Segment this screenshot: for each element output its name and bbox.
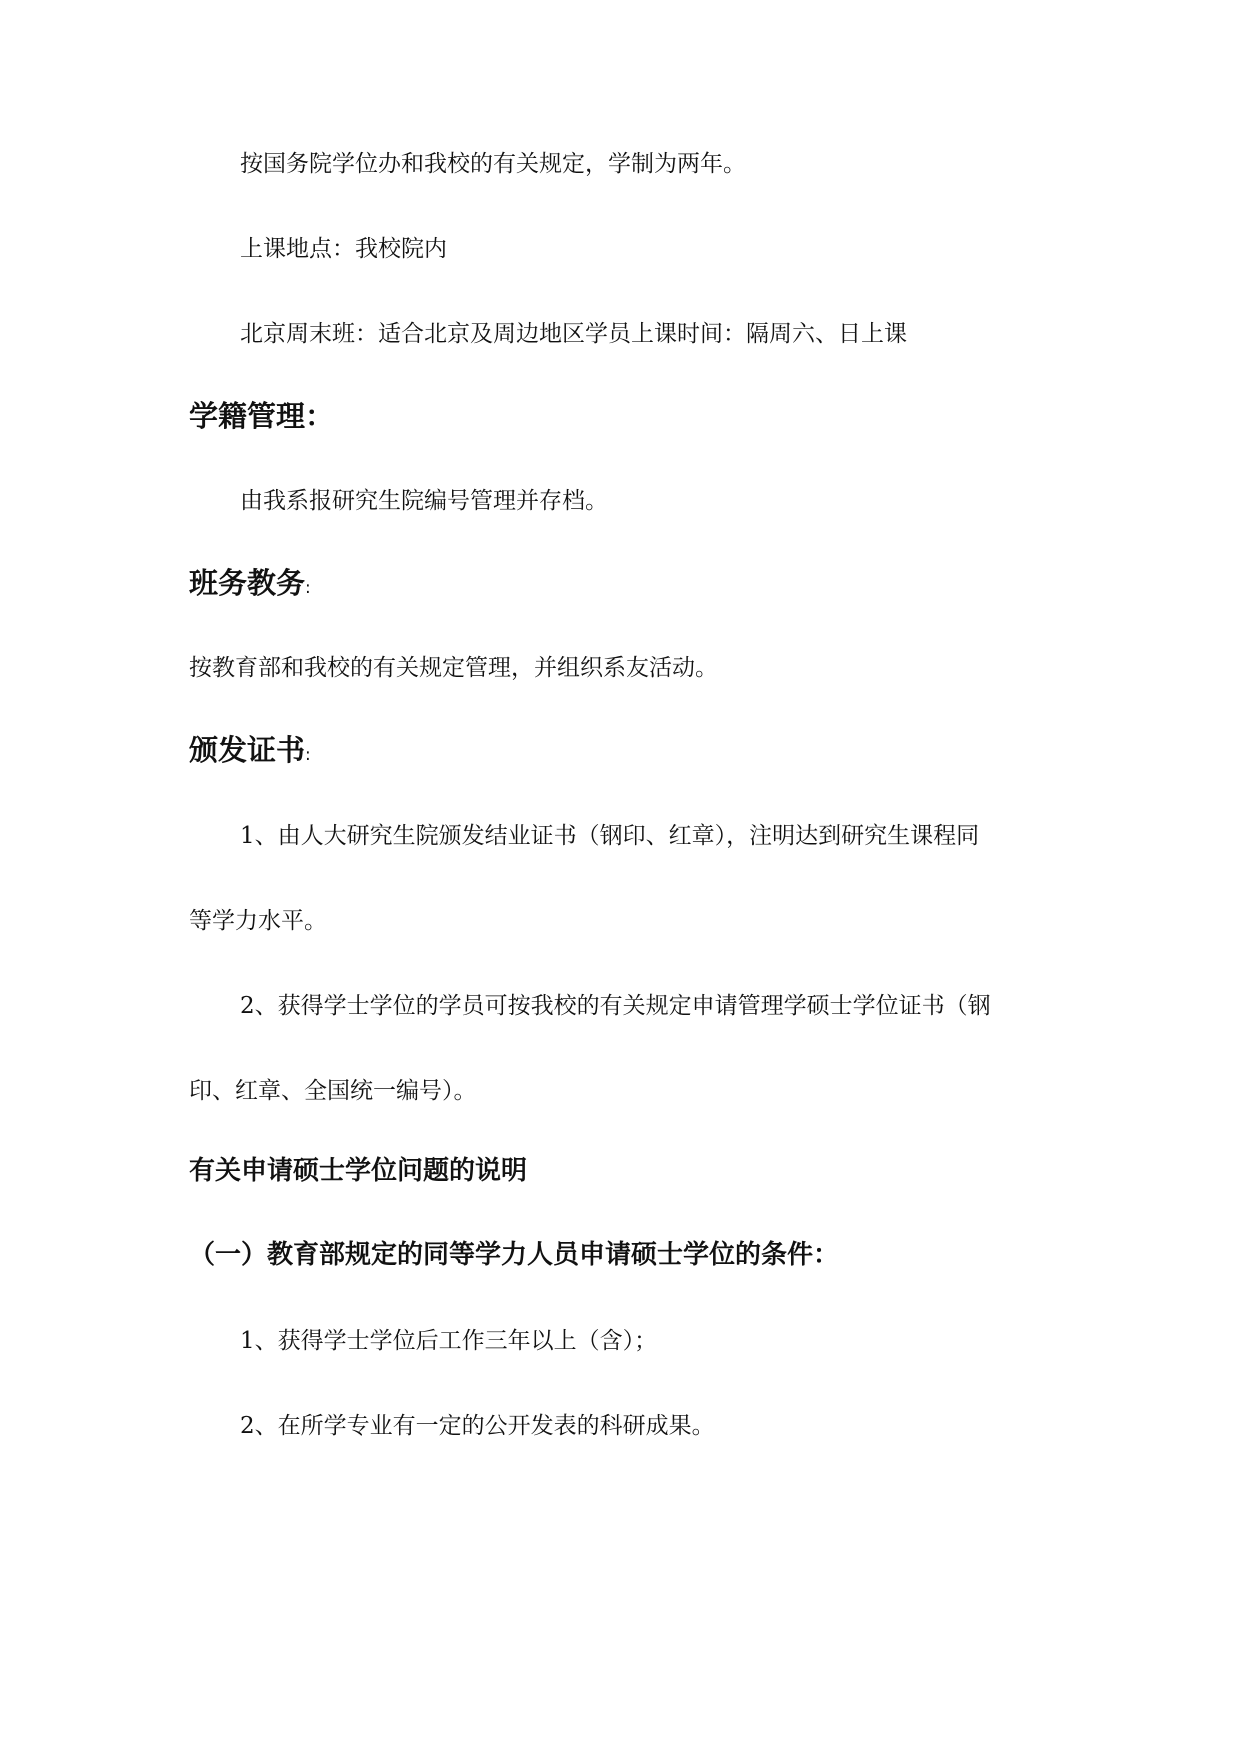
heading-degree-conditions: （一）教育部规定的同等学力人员申请硕士学位的条件： [189, 1240, 840, 1270]
heading-certificates-colon: : [305, 745, 311, 765]
heading-degree-explanation: 有关申请硕士学位问题的说明 [189, 1156, 528, 1186]
paragraph-class-location: 上课地点：我校院内 [240, 236, 447, 262]
heading-certificates-text: 颁发证书 [189, 733, 306, 767]
paragraph-schooling-length: 按国务院学位办和我校的有关规定，学制为两年。 [240, 151, 746, 177]
paragraph-condition-1: 1、获得学士学位后工作三年以上（含）； [240, 1328, 658, 1354]
paragraph-condition-2: 2、在所学专业有一定的公开发表的科研成果。 [240, 1413, 715, 1439]
heading-registration [189, 398, 334, 434]
heading-certificates [189, 732, 311, 773]
heading-registration-colon: ： [305, 399, 335, 433]
heading-class-affairs-colon: : [305, 578, 311, 598]
heading-class-affairs [189, 565, 311, 606]
paragraph-certificate-1-line-1: 1、由人大研究生院颁发结业证书（钢印、红章），注明达到研究生课程同 [240, 823, 980, 849]
paragraph-registration: 由我系报研究生院编号管理并存档。 [240, 488, 608, 514]
heading-class-affairs-text: 班务教务 [189, 566, 306, 600]
paragraph-weekend-class: 北京周末班：适合北京及周边地区学员上课时间：隔周六、日上课 [240, 321, 907, 347]
paragraph-class-affairs: 按教育部和我校的有关规定管理，并组织系友活动。 [189, 655, 718, 681]
paragraph-certificate-2-line-2: 印、红章、全国统一编号）。 [189, 1078, 477, 1104]
heading-registration-text: 学籍管理 [189, 399, 306, 433]
paragraph-certificate-2-line-1: 2、获得学士学位的学员可按我校的有关规定申请管理学硕士学位证书（钢 [240, 993, 991, 1019]
paragraph-certificate-1-line-2: 等学力水平。 [189, 908, 327, 934]
